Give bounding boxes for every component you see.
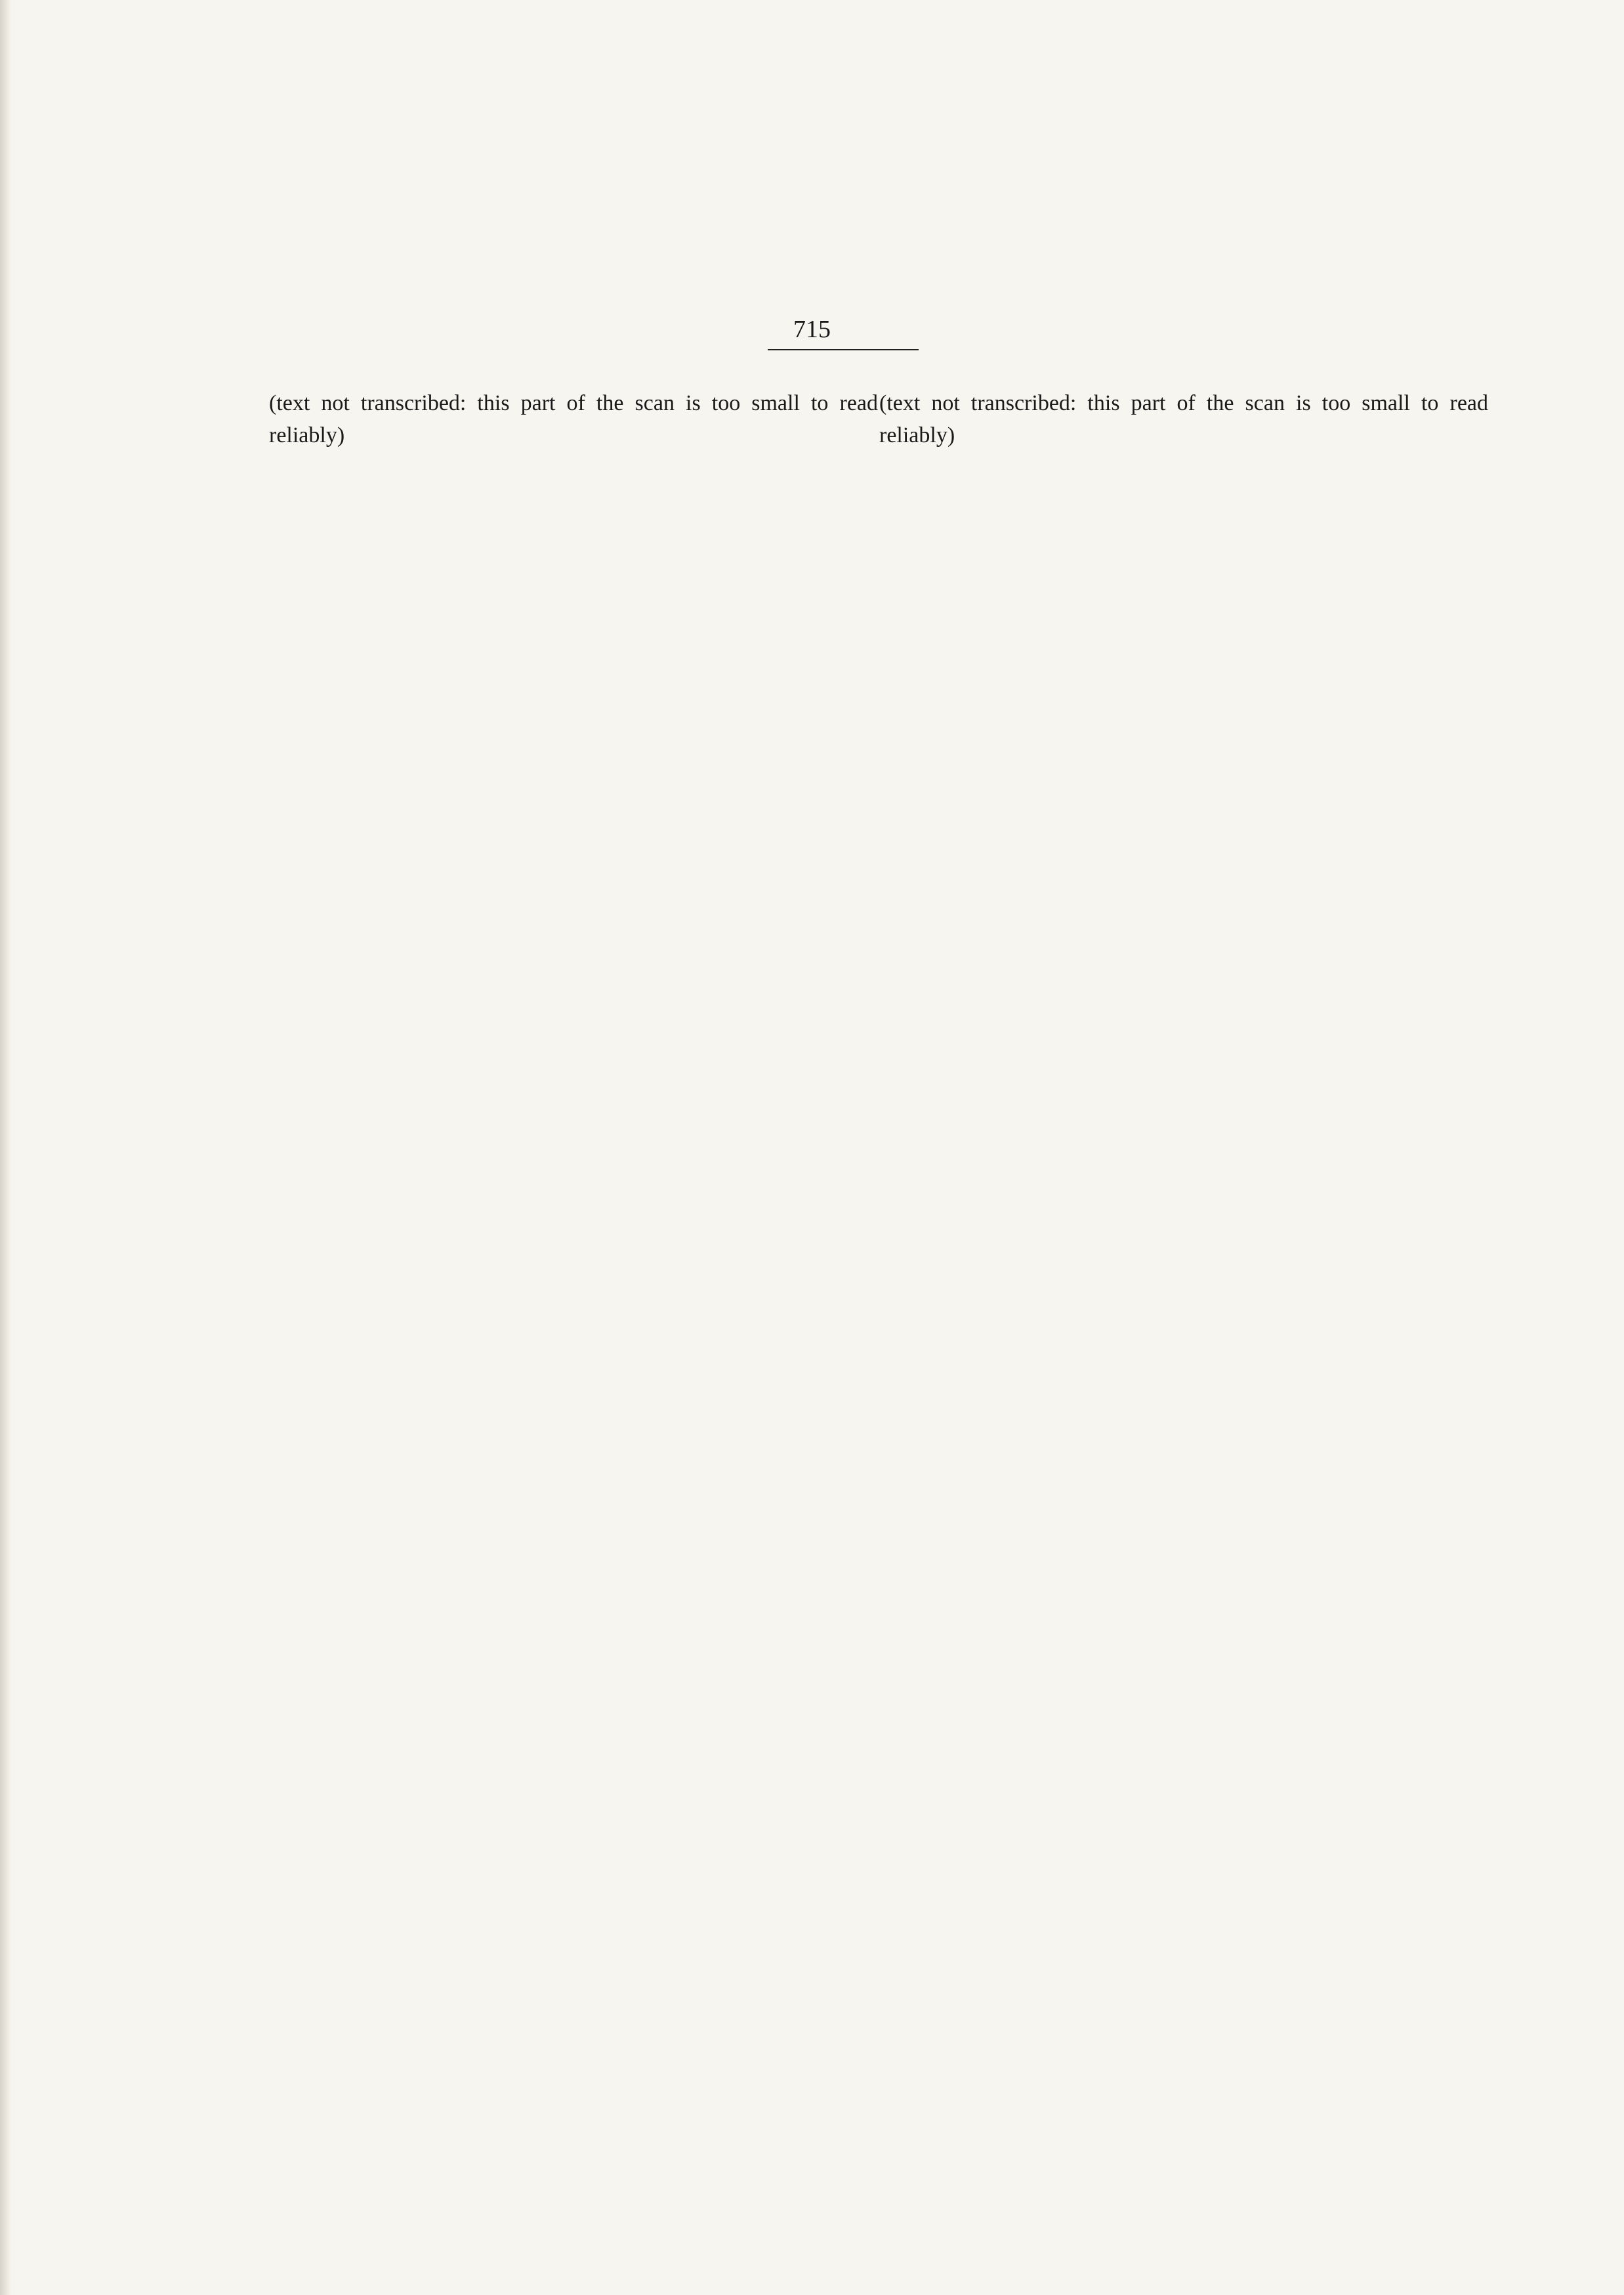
left-text: (text not transcribed: this part of the scan is too small to read reliably) [269, 391, 878, 447]
left-column [269, 387, 878, 455]
page-number: 715 [793, 316, 831, 343]
right-column [879, 387, 1488, 455]
scan-edge [0, 0, 12, 2295]
header-rule [768, 349, 919, 350]
right-text: (text not transcribed: this part of the scan is too small to read reliably) [879, 391, 1488, 447]
